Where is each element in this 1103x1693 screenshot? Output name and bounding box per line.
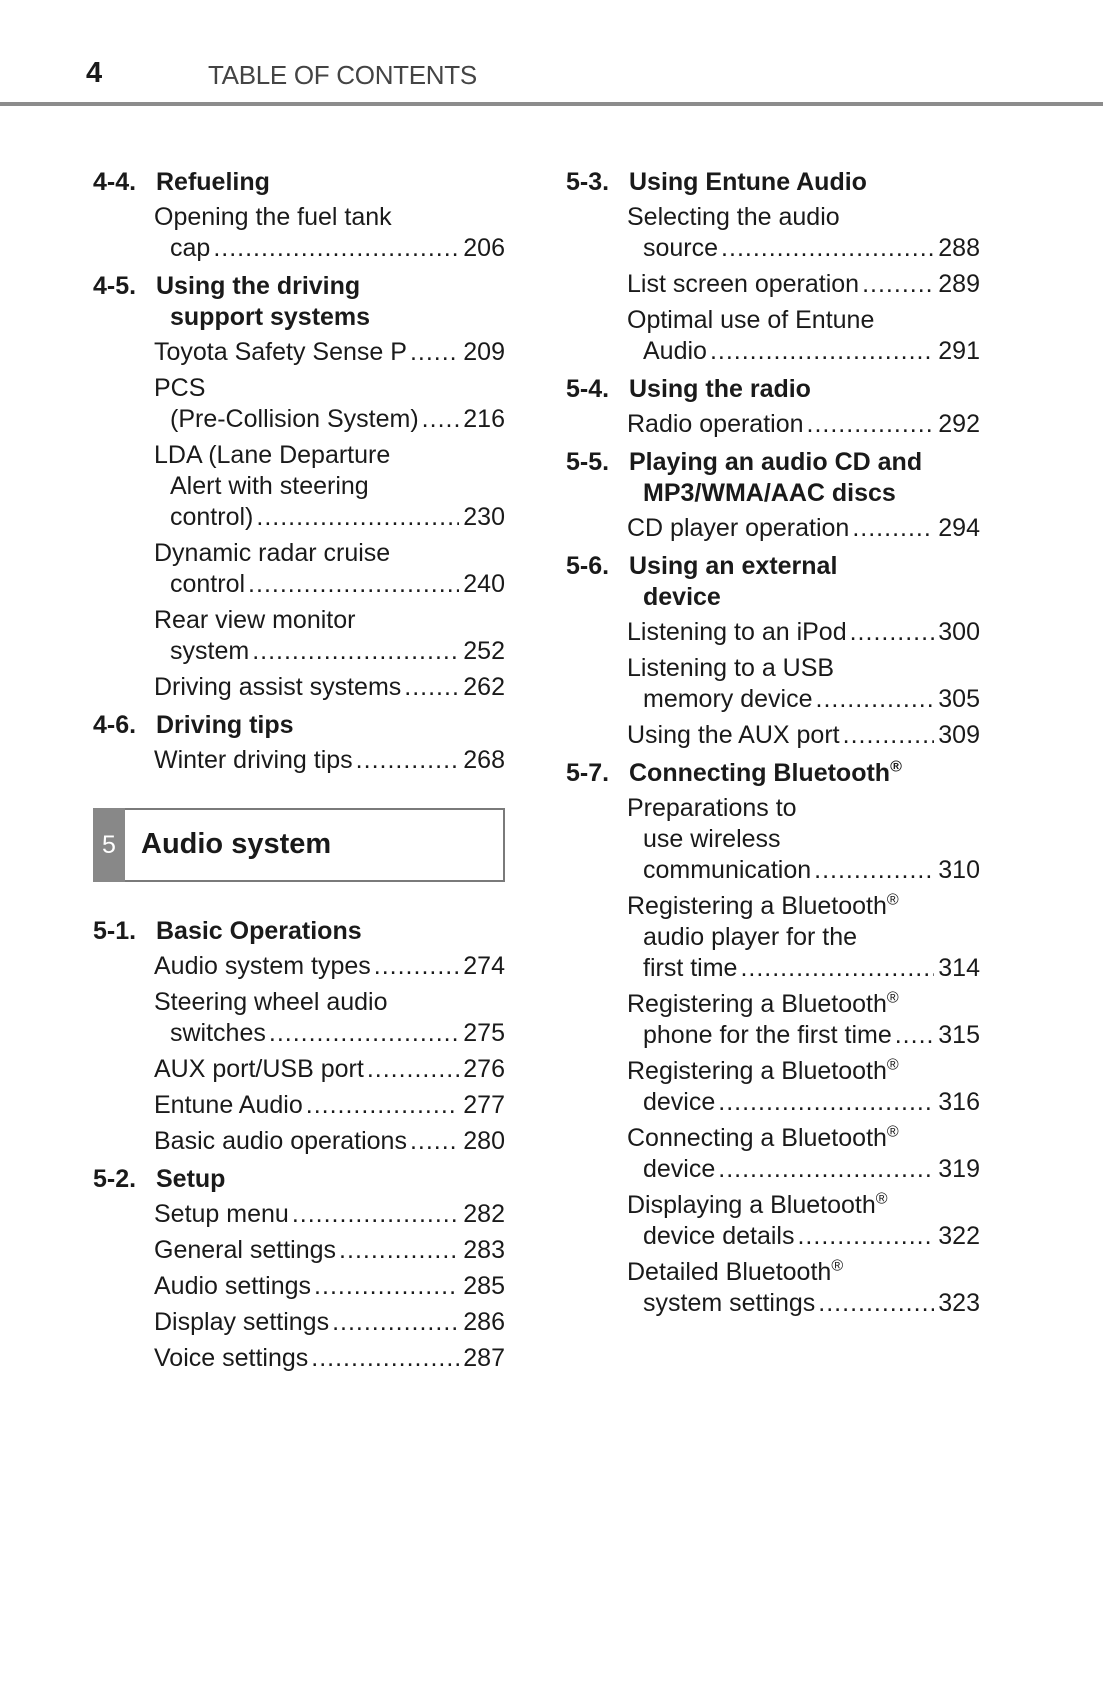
toc-entry-text: cap (170, 234, 211, 262)
toc-entry-text: system settings (643, 1289, 816, 1317)
section-title (154, 916, 505, 947)
toc-entry-text: Displaying a Bluetooth® (627, 1190, 888, 1219)
toc-entry-text: Registering a Bluetooth® (627, 891, 899, 920)
dot-leader (818, 1288, 934, 1319)
toc-page-number[interactable]: 274 (463, 952, 505, 980)
toc-entry-text: system (170, 637, 250, 665)
section-title (627, 758, 980, 789)
toc-page-number[interactable]: 315 (938, 1021, 980, 1049)
dot-leader (718, 1154, 934, 1185)
section-title (154, 710, 505, 741)
section-title-line: MP3/WMA/AAC discs (643, 479, 896, 507)
section-title (627, 374, 980, 405)
chapter-title: Audio system (141, 828, 332, 860)
dot-leader (269, 1018, 459, 1049)
dot-leader (339, 1235, 459, 1266)
page-number: 4 (86, 57, 103, 89)
toc-page-number[interactable]: 283 (463, 1236, 505, 1264)
toc-page-number[interactable]: 314 (938, 954, 980, 982)
dot-leader (816, 684, 935, 715)
toc-entry-text: Preparations to (627, 794, 797, 822)
dot-leader (410, 337, 459, 368)
toc-entry[interactable] (566, 720, 980, 751)
toc-entry[interactable] (93, 202, 505, 264)
toc-entry[interactable] (566, 305, 980, 367)
section-heading[interactable] (566, 167, 980, 198)
page-header (0, 0, 1103, 106)
toc-entry[interactable] (566, 409, 980, 440)
toc-entry[interactable] (93, 440, 505, 533)
toc-entry-text: Dynamic radar cruise (154, 539, 391, 567)
toc-page-number[interactable]: 285 (463, 1272, 505, 1300)
toc-entry-text: Display settings (154, 1308, 330, 1336)
toc-page-number[interactable]: 280 (463, 1127, 505, 1155)
section-title (627, 167, 980, 198)
dot-leader (843, 720, 935, 751)
toc-entry[interactable] (93, 1054, 505, 1085)
toc-page-number[interactable]: 268 (463, 746, 505, 774)
toc-page-number[interactable]: 319 (938, 1155, 980, 1183)
toc-entry-text: Using the AUX port (627, 721, 840, 749)
toc-entry[interactable] (93, 1235, 505, 1266)
section-number: 4-6. (93, 711, 137, 739)
section-heading[interactable] (566, 374, 980, 405)
toc-entry[interactable] (93, 337, 505, 368)
toc-page-number[interactable]: 316 (938, 1088, 980, 1116)
section-title-line: Refueling (156, 168, 270, 196)
toc-entry[interactable] (93, 1307, 505, 1338)
toc-page-number[interactable]: 216 (463, 405, 505, 433)
toc-entry-text: first time (643, 954, 738, 982)
toc-entry-text: General settings (154, 1236, 337, 1264)
toc-page-number[interactable]: 206 (463, 234, 505, 262)
toc-page-number[interactable]: 292 (938, 410, 980, 438)
section-heading[interactable] (566, 447, 980, 509)
toc-page-number[interactable]: 262 (463, 673, 505, 701)
toc-entry[interactable] (93, 538, 505, 600)
toc-entry-text: Listening to an iPod (627, 618, 847, 646)
section-number: 5-6. (566, 552, 610, 580)
toc-entry-text: communication (643, 856, 812, 884)
section-title (154, 167, 505, 198)
section-title-line: Using the radio (629, 375, 811, 403)
header-divider (0, 102, 1103, 106)
toc-entry[interactable] (566, 891, 980, 984)
section-title-line: Driving tips (156, 711, 294, 739)
toc-page-number[interactable]: 305 (938, 685, 980, 713)
dot-leader (306, 1090, 460, 1121)
toc-page-number[interactable]: 282 (463, 1200, 505, 1228)
toc-entry-text: control) (170, 503, 254, 531)
toc-entry-text: memory device (643, 685, 813, 713)
dot-leader (862, 269, 934, 300)
toc-entry-text: PCS (154, 374, 206, 402)
section-heading[interactable] (93, 710, 505, 741)
toc-entry[interactable] (93, 951, 505, 982)
toc-entry-text: Detailed Bluetooth® (627, 1257, 844, 1286)
toc-entry[interactable] (93, 672, 505, 703)
section-number: 5-7. (566, 759, 610, 787)
toc-entry-text: AUX port/USB port (154, 1055, 364, 1083)
toc-page-number[interactable]: 276 (463, 1055, 505, 1083)
toc-page-number[interactable]: 309 (938, 721, 980, 749)
toc-right-column (566, 167, 980, 1324)
toc-entry[interactable] (566, 653, 980, 715)
dot-leader (248, 569, 459, 600)
section-title-line: support systems (170, 303, 371, 331)
section-title (627, 551, 980, 613)
toc-entry[interactable] (93, 373, 505, 435)
section-title-line: Using Entune Audio (629, 168, 867, 196)
dot-leader (852, 513, 934, 544)
dot-leader (374, 951, 460, 982)
toc-entry[interactable] (93, 1271, 505, 1302)
chapter-number-tab: 5 (93, 808, 125, 882)
dot-leader (311, 1343, 459, 1374)
toc-page-number[interactable]: 252 (463, 637, 505, 665)
section-number: 4-4. (93, 168, 137, 196)
toc-entry[interactable] (566, 269, 980, 300)
dot-leader (740, 953, 934, 984)
toc-page-number[interactable]: 322 (938, 1222, 980, 1250)
toc-entry-text: Toyota Safety Sense P (154, 338, 407, 366)
dot-leader (256, 502, 459, 533)
toc-entry-text: device (643, 1155, 716, 1183)
dot-leader (410, 1126, 459, 1157)
toc-entry-text: Winter driving tips (154, 746, 353, 774)
toc-page-number[interactable]: 286 (463, 1308, 505, 1336)
toc-entry[interactable] (93, 1199, 505, 1230)
toc-entry[interactable] (93, 1343, 505, 1374)
dot-leader (356, 745, 460, 776)
toc-entry-text: Listening to a USB (627, 654, 835, 682)
section-title-line: Playing an audio CD and (629, 448, 923, 476)
toc-entry[interactable] (93, 605, 505, 667)
section-heading[interactable] (93, 167, 505, 198)
dot-leader (710, 336, 934, 367)
section-number: 5-3. (566, 168, 610, 196)
toc-entry-text: Basic audio operations (154, 1127, 407, 1155)
toc-entry-text: Connecting a Bluetooth® (627, 1123, 899, 1152)
section-heading[interactable] (566, 551, 980, 613)
toc-entry-text: Registering a Bluetooth® (627, 989, 899, 1018)
header-title: TABLE OF CONTENTS (208, 60, 477, 90)
toc-entry[interactable] (566, 1190, 980, 1252)
toc-entry-text: Setup menu (154, 1200, 289, 1228)
dot-leader (314, 1271, 459, 1302)
section-heading[interactable] (566, 758, 980, 789)
toc-entry[interactable] (566, 617, 980, 648)
toc-page-number[interactable]: 291 (938, 337, 980, 365)
toc-entry-text: (Pre-Collision System) (170, 405, 419, 433)
toc-entry-text: device details (643, 1222, 795, 1250)
section-number: 5-5. (566, 448, 610, 476)
toc-entry-text: Audio system types (154, 952, 371, 980)
toc-page-number[interactable]: 323 (938, 1289, 980, 1317)
toc-page-number[interactable]: 288 (938, 234, 980, 262)
toc-entry[interactable] (566, 202, 980, 264)
toc-entry-text: LDA (Lane Departure (154, 441, 391, 469)
dot-leader (721, 233, 934, 264)
toc-entry[interactable] (566, 989, 980, 1051)
toc-entry-text: Steering wheel audio (154, 988, 388, 1016)
dot-leader (213, 233, 459, 264)
section-title-line: Basic Operations (156, 917, 362, 945)
toc-entry-text: audio player for the (643, 923, 858, 951)
section-title-line: Setup (156, 1165, 226, 1193)
toc-entry[interactable] (93, 1126, 505, 1157)
section-number: 4-5. (93, 272, 137, 300)
toc-entry[interactable] (93, 1090, 505, 1121)
section-title (154, 271, 505, 333)
toc-page-number[interactable]: 209 (463, 338, 505, 366)
toc-entry-text: Opening the fuel tank (154, 203, 392, 231)
toc-entry-text: Audio settings (154, 1272, 312, 1300)
toc-page-number[interactable]: 277 (463, 1091, 505, 1119)
section-number: 5-4. (566, 375, 610, 403)
toc-entry-text: Registering a Bluetooth® (627, 1056, 899, 1085)
toc-entry-text: Radio operation (627, 410, 804, 438)
toc-entry[interactable] (566, 1056, 980, 1118)
dot-leader (404, 672, 459, 703)
toc-entry[interactable] (566, 793, 980, 886)
toc-entry-text: Voice settings (154, 1344, 309, 1372)
dot-leader (292, 1199, 459, 1230)
dot-leader (814, 855, 934, 886)
toc-entry-text: List screen operation (627, 270, 860, 298)
toc-entry[interactable] (93, 987, 505, 1049)
toc-page-number[interactable]: 289 (938, 270, 980, 298)
section-title (627, 447, 980, 509)
dot-leader (797, 1221, 934, 1252)
dot-leader (367, 1054, 459, 1085)
toc-entry[interactable] (566, 1123, 980, 1185)
section-title-line: Using an external (629, 552, 838, 580)
section-heading[interactable] (93, 271, 505, 333)
toc-page-number[interactable]: 240 (463, 570, 505, 598)
toc-entry-text: device (643, 1088, 716, 1116)
toc-entry-text: Entune Audio (154, 1091, 303, 1119)
toc-entry-text: source (643, 234, 719, 262)
dot-leader (850, 617, 935, 648)
toc-sections-chapter-5 (93, 916, 505, 1374)
chapter-heading-box[interactable] (93, 808, 505, 882)
section-title-line: Using the driving (156, 272, 361, 300)
dot-leader (895, 1020, 935, 1051)
toc-entry[interactable] (566, 1257, 980, 1319)
toc-entry-text: Optimal use of Entune (627, 306, 875, 334)
section-heading[interactable] (93, 1164, 505, 1195)
dot-leader (252, 636, 459, 667)
toc-page-number[interactable]: 310 (938, 856, 980, 884)
toc-entry[interactable] (93, 745, 505, 776)
section-title-line: Connecting Bluetooth® (629, 758, 902, 787)
toc-page-number[interactable]: 230 (463, 503, 505, 531)
toc-left-column (93, 167, 505, 1379)
toc-page-number[interactable]: 287 (463, 1344, 505, 1372)
dot-leader (332, 1307, 459, 1338)
toc-sections-chapter-5-continued (566, 167, 980, 1319)
dot-leader (807, 409, 935, 440)
dot-leader (718, 1087, 934, 1118)
section-number: 5-1. (93, 917, 137, 945)
toc-sections-chapter-4 (93, 167, 505, 776)
section-number: 5-2. (93, 1165, 137, 1193)
toc-entry[interactable] (566, 513, 980, 544)
toc-entry-text: Driving assist systems (154, 673, 402, 701)
toc-entry-text: switches (170, 1019, 266, 1047)
toc-entry-text: phone for the first time (643, 1021, 892, 1049)
toc-entry-text: Alert with steering (170, 472, 369, 500)
section-heading[interactable] (93, 916, 505, 947)
toc-page-number[interactable]: 294 (938, 514, 980, 542)
toc-entry-text: CD player operation (627, 514, 850, 542)
dot-leader (422, 404, 460, 435)
toc-entry-text: use wireless (643, 825, 781, 853)
toc-page-number[interactable]: 300 (938, 618, 980, 646)
section-title-line: device (643, 583, 721, 611)
toc-page-number[interactable]: 275 (463, 1019, 505, 1047)
toc-entry-text: Rear view monitor (154, 606, 356, 634)
toc-entry-text: Audio (643, 337, 707, 365)
section-title (154, 1164, 505, 1195)
toc-entry-text: control (170, 570, 246, 598)
toc-entry-text: Selecting the audio (627, 203, 840, 231)
